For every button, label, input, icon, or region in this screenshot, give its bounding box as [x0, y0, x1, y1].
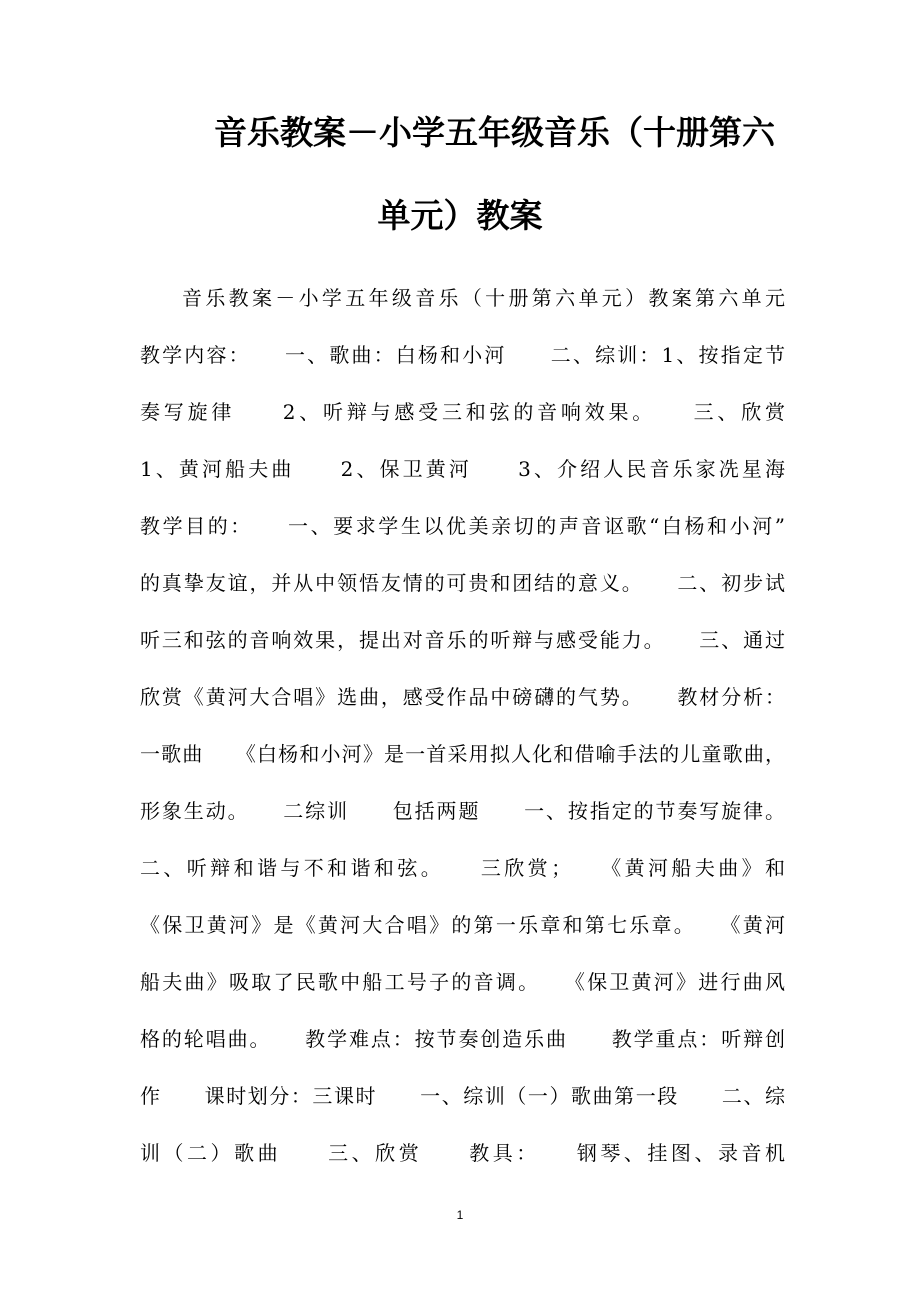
- page-number: 1: [456, 1208, 464, 1222]
- body-line: 欣赏《黄河大合唱》选曲，感受作品中磅礴的气势。 教材分析：: [140, 685, 785, 709]
- body-line: 1、黄河船夫曲 2、保卫黄河 3、介绍人民音乐家冼星海: [140, 457, 785, 481]
- body-line: 奏写旋律 2、听辩与感受三和弦的音响效果。 三、欣赏: [140, 400, 785, 424]
- body-line: 一歌曲 《白杨和小河》是一首采用拟人化和借喻手法的儿童歌曲，: [140, 742, 785, 766]
- body-line: 格的轮唱曲。 教学难点：按节奏创造乐曲 教学重点：听辩创: [140, 1027, 785, 1051]
- body-line: 《保卫黄河》是《黄河大合唱》的第一乐章和第七乐章。 《黄河: [140, 913, 785, 937]
- document-title-line-1: 音乐教案－小学五年级音乐（十册第六: [214, 113, 775, 152]
- document-body: [140, 270, 785, 1182]
- body-line: 形象生动。 二综训 包括两题 一、按指定的节奏写旋律。: [140, 799, 785, 823]
- body-line: 听三和弦的音响效果，提出对音乐的听辩与感受能力。 三、通过: [140, 628, 785, 652]
- body-line: 二、听辩和谐与不和谐和弦。 三欣赏； 《黄河船夫曲》和: [140, 856, 785, 880]
- document-title-line-2: 单元）教案: [377, 196, 543, 235]
- body-line: 的真挚友谊，并从中领悟友情的可贵和团结的意义。 二、初步试: [140, 571, 785, 595]
- body-line: 作 课时划分：三课时 一、综训（一）歌曲第一段 二、综: [140, 1084, 785, 1108]
- body-line: 教学目的： 一、要求学生以优美亲切的声音讴歌“白杨和小河”: [140, 514, 785, 538]
- body-line: 音乐教案－小学五年级音乐（十册第六单元）教案第六单元: [182, 286, 785, 310]
- body-line: 船夫曲》吸取了民歌中船工号子的音调。 《保卫黄河》进行曲风: [140, 970, 785, 994]
- body-line: 教学内容： 一、歌曲：白杨和小河 二、综训：1、按指定节: [140, 343, 785, 367]
- body-line: 训（二）歌曲 三、欣赏 教具： 钢琴、挂图、录音机: [140, 1141, 785, 1165]
